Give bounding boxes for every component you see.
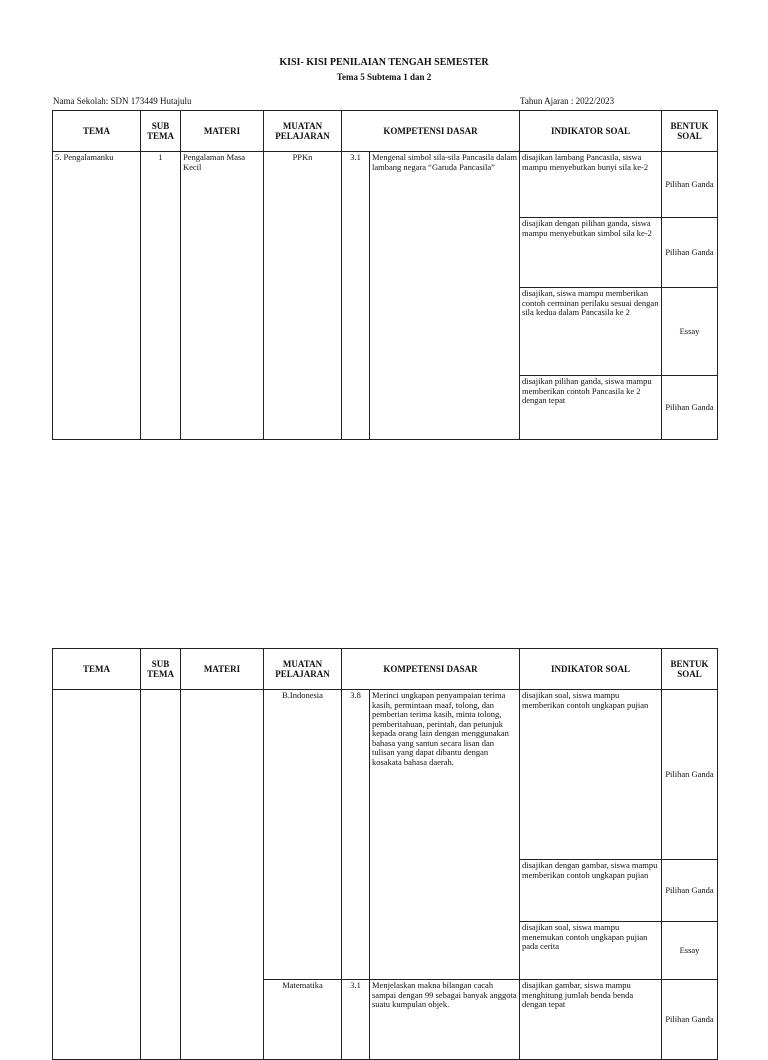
- col-header-indikator: INDIKATOR SOAL: [520, 649, 662, 690]
- col-header-muatan: MUATAN PELAJARAN: [264, 111, 342, 152]
- col-header-materi: MATERI: [181, 649, 264, 690]
- document-subtitle: Tema 5 Subtema 1 dan 2: [336, 72, 432, 82]
- muatan-cell: Matematika: [264, 980, 342, 1060]
- header-row: [53, 111, 718, 152]
- kd-text-cell: Menjelaskan makna bilangan cacah sampai dengan 99 sebagai banyak anggota suatu kumpulan objek.: [370, 980, 520, 1060]
- bentuk-cell: Essay: [662, 922, 718, 980]
- bentuk-cell: Pilihan Ganda: [662, 690, 718, 860]
- indikator-cell: disajikan lambang Pancasila, siswa mampu menyebutkan bunyi sila ke-2: [520, 152, 662, 218]
- col-header-indikator: INDIKATOR SOAL: [520, 111, 662, 152]
- col-header-muatan: MUATAN PELAJARAN: [264, 649, 342, 690]
- tema-cell: 5. Pengalamanku: [53, 152, 141, 440]
- col-header-bentuk: BENTUK SOAL: [662, 111, 718, 152]
- bentuk-cell: Pilihan Ganda: [662, 860, 718, 922]
- bentuk-cell: Pilihan Ganda: [662, 152, 718, 218]
- col-header-kompetensi: KOMPETENSI DASAR: [342, 111, 520, 152]
- table-row: [53, 690, 718, 860]
- col-header-tema: TEMA: [53, 111, 141, 152]
- bentuk-cell: Pilihan Ganda: [662, 218, 718, 288]
- col-header-subtema: SUB TEMA: [141, 111, 181, 152]
- col-header-bentuk: BENTUK SOAL: [662, 649, 718, 690]
- muatan-cell: B.Indonesia: [264, 690, 342, 980]
- bentuk-cell: Pilihan Ganda: [662, 980, 718, 1060]
- muatan-cell: PPKn: [264, 152, 342, 440]
- indikator-cell: disajikan soal, siswa mampu menemukan contoh ungkapan pujian pada cerita: [520, 922, 662, 980]
- subtema-cell: 1: [141, 152, 181, 440]
- school-year: Tahun Ajaran : 2022/2023: [520, 96, 615, 106]
- col-header-kompetensi: KOMPETENSI DASAR: [342, 649, 520, 690]
- col-header-tema: TEMA: [53, 649, 141, 690]
- col-header-materi: MATERI: [181, 111, 264, 152]
- kd-text-cell: Mengenal simbol sila-sila Pancasila dalam lambang negara “Garuda Pancasila”: [370, 152, 520, 440]
- document-title: KISI- KISI PENILAIAN TENGAH SEMESTER: [279, 57, 489, 68]
- table-row: [53, 152, 718, 218]
- kd-number-cell: 3.1: [342, 152, 370, 440]
- indikator-cell: disajikan pilihan ganda, siswa mampu memberikan contoh Pancasila ke 2 dengan tepat: [520, 376, 662, 440]
- materi-cell: [181, 690, 264, 1060]
- col-header-subtema: SUB TEMA: [141, 649, 181, 690]
- indikator-cell: disajikan dengan pilihan ganda, siswa mampu menyebutkan simbol sila ke-2: [520, 218, 662, 288]
- kd-text-cell: Merinci ungkapan penyampaian terima kasih, permintaan maaf, tolong, dan pemberian terima kasih, minta tolong, pemberitahuan, perintah, dan petunjuk kepada orang lain dengan menggunakan bahasa yang santun secara lisan dan tulisan yang dapat dibantu dengan kosakata bahasa daerah.: [370, 690, 520, 980]
- tema-cell: [53, 690, 141, 1060]
- grid-table-1: [52, 110, 718, 440]
- indikator-cell: disajikan gambar, siswa mampu menghitung jumlah benda benda dengan tepat: [520, 980, 662, 1060]
- kd-number-cell: 3.1: [342, 980, 370, 1060]
- kd-number-cell: 3.8: [342, 690, 370, 980]
- materi-cell: Pengalaman Masa Kecil: [181, 152, 264, 440]
- indikator-cell: disajikan soal, siswa mampu memberikan contoh ungkapan pujian: [520, 690, 662, 860]
- header-row: [53, 649, 718, 690]
- subtema-cell: [141, 690, 181, 1060]
- grid-table-2: [52, 648, 718, 1060]
- bentuk-cell: Essay: [662, 288, 718, 376]
- indikator-cell: disajikan dengan gambar, siswa mampu memberikan contoh ungkapan pujian: [520, 860, 662, 922]
- indikator-cell: disajikan, siswa mampu memberikan contoh cerminan perilaku sesuai dengan sila kedua dalam Pancasila ke 2: [520, 288, 662, 376]
- school-name: Nama Sekolah: SDN 173449 Hutajulu: [53, 96, 192, 106]
- bentuk-cell: Pilihan Ganda: [662, 376, 718, 440]
